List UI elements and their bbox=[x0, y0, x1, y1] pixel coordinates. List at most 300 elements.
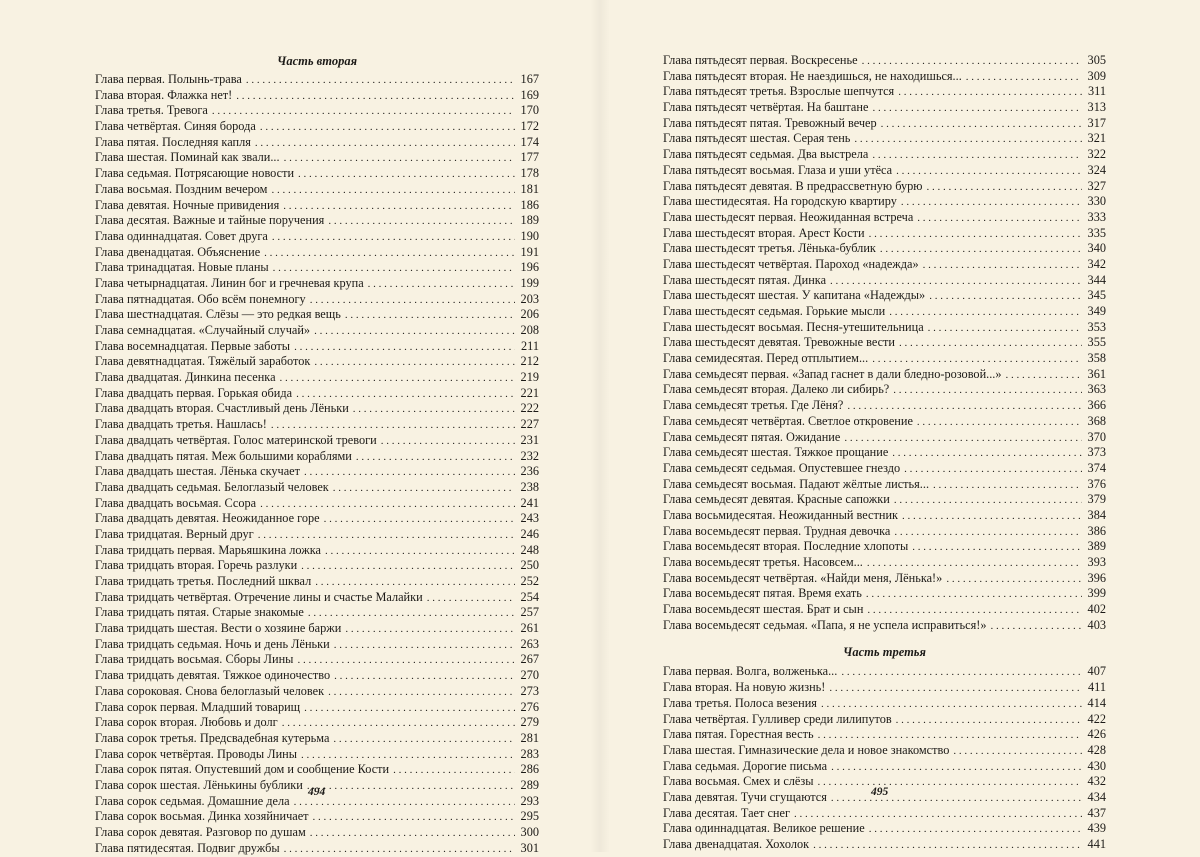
dot-leader bbox=[273, 261, 515, 277]
chapter-title: Глава десятая. Тает снег bbox=[663, 805, 790, 820]
chapter-page-number: 257 bbox=[520, 605, 539, 620]
dot-leader bbox=[889, 305, 1082, 321]
chapter-title: Глава шестьдесят вторая. Арест Кости bbox=[663, 225, 865, 240]
chapter-title: Глава сорок четвёртая. Проводы Лины bbox=[95, 746, 298, 761]
chapter-page-number: 432 bbox=[1087, 774, 1106, 789]
chapter-title: Глава двадцатая. Динкина песенка bbox=[95, 370, 276, 385]
toc-entry bbox=[663, 69, 1106, 85]
chapter-page-number: 396 bbox=[1087, 570, 1106, 585]
chapter-page-number: 177 bbox=[520, 150, 539, 165]
chapter-title: Глава одиннадцатая. Великое решение bbox=[663, 821, 865, 836]
toc-entry bbox=[95, 213, 539, 229]
toc-entry bbox=[663, 492, 1106, 508]
toc-entry bbox=[95, 386, 539, 402]
chapter-title: Глава сорок первая. Младший товарищ bbox=[95, 699, 301, 714]
toc-entry bbox=[95, 292, 539, 308]
dot-leader bbox=[334, 669, 515, 685]
chapter-title: Глава пятая. Горестная весть bbox=[663, 727, 814, 742]
chapter-title: Глава семьдесят шестая. Тяжкое прощание bbox=[663, 445, 889, 460]
dot-leader bbox=[304, 701, 515, 717]
chapter-title: Глава пятьдесят вторая. Не наездишься, не находишься... bbox=[663, 68, 962, 83]
chapter-page-number: 174 bbox=[520, 134, 539, 149]
dot-leader bbox=[283, 199, 515, 215]
toc-entry bbox=[663, 116, 1106, 132]
toc-entry bbox=[663, 163, 1106, 179]
toc-entry bbox=[663, 430, 1106, 446]
toc-entry bbox=[663, 477, 1106, 493]
dot-leader bbox=[841, 665, 1082, 681]
chapter-title: Глава тридцать вторая. Горечь разлуки bbox=[95, 558, 298, 573]
chapter-title: Глава вторая. Флажка нет! bbox=[95, 87, 233, 102]
dot-leader bbox=[246, 73, 515, 89]
chapter-title: Глава третья. Полоса везения bbox=[663, 695, 817, 710]
dot-leader bbox=[896, 713, 1082, 729]
chapter-page-number: 374 bbox=[1087, 460, 1106, 475]
chapter-title: Глава двадцать вторая. Счастливый день Лёньки bbox=[95, 401, 349, 416]
chapter-title: Глава двадцать седьмая. Белоглазый человек bbox=[95, 479, 329, 494]
chapter-title: Глава шестьдесят седьмая. Горькие мысли bbox=[663, 304, 886, 318]
toc-entry bbox=[95, 449, 539, 465]
dot-leader bbox=[829, 681, 1082, 697]
toc-entry bbox=[95, 464, 539, 480]
dot-leader bbox=[272, 230, 515, 246]
toc-entry bbox=[95, 166, 539, 182]
toc-entry bbox=[95, 72, 539, 88]
dot-leader bbox=[260, 497, 515, 513]
toc-entry bbox=[663, 727, 1106, 743]
toc-entry bbox=[95, 841, 539, 857]
dot-leader bbox=[334, 638, 515, 654]
chapter-page-number: 324 bbox=[1087, 162, 1106, 177]
toc-entry bbox=[95, 543, 539, 559]
chapter-page-number: 437 bbox=[1087, 805, 1106, 820]
chapter-page-number: 379 bbox=[1087, 492, 1106, 507]
chapter-title: Глава тридцать четвёртая. Отречение лины и счастье Малайки bbox=[95, 589, 423, 604]
chapter-title: Глава двадцать шестая. Лёнька скучает bbox=[95, 464, 301, 479]
dot-leader bbox=[333, 481, 515, 497]
dot-leader bbox=[893, 383, 1082, 399]
dot-leader bbox=[966, 70, 1082, 86]
chapter-page-number: 361 bbox=[1087, 366, 1106, 381]
chapter-title: Глава семьдесят пятая. Ожидание bbox=[663, 429, 841, 444]
dot-leader bbox=[280, 371, 515, 387]
chapter-title: Глава сорок восьмая. Динка хозяйничает bbox=[95, 809, 309, 824]
chapter-title: Глава первая. Волга, волженька... bbox=[663, 664, 838, 679]
dot-leader bbox=[872, 148, 1082, 164]
chapter-page-number: 358 bbox=[1087, 351, 1106, 366]
dot-leader bbox=[867, 556, 1082, 572]
chapter-page-number: 199 bbox=[520, 275, 539, 290]
chapter-title: Глава шестьдесят третья. Лёнька-бублик bbox=[663, 241, 876, 256]
chapter-page-number: 221 bbox=[520, 385, 539, 400]
chapter-page-number: 279 bbox=[520, 715, 539, 730]
chapter-page-number: 212 bbox=[520, 354, 539, 369]
chapter-page-number: 172 bbox=[520, 119, 539, 134]
toc-entry bbox=[663, 664, 1106, 680]
toc-entry bbox=[95, 401, 539, 417]
chapter-title: Глава двадцать восьмая. Ссора bbox=[95, 495, 257, 510]
chapter-title: Глава сорок девятая. Разговор по душам bbox=[95, 825, 306, 839]
toc-list bbox=[663, 664, 1106, 852]
chapter-title: Глава пятьдесят девятая. В предрассветную бурю bbox=[663, 178, 923, 193]
chapter-page-number: 342 bbox=[1087, 256, 1106, 271]
dot-leader bbox=[881, 117, 1082, 133]
dot-leader bbox=[869, 822, 1082, 838]
chapter-page-number: 330 bbox=[1087, 194, 1106, 209]
dot-leader bbox=[264, 246, 515, 262]
chapter-page-number: 407 bbox=[1087, 664, 1106, 679]
chapter-page-number: 196 bbox=[520, 260, 539, 275]
dot-leader bbox=[284, 842, 515, 857]
dot-leader bbox=[324, 512, 515, 528]
chapter-page-number: 414 bbox=[1087, 695, 1106, 710]
chapter-page-number: 219 bbox=[520, 370, 539, 385]
dot-leader bbox=[294, 340, 515, 356]
toc-entry bbox=[663, 571, 1106, 587]
page-number-left: 494 bbox=[308, 786, 326, 798]
dot-leader bbox=[296, 387, 515, 403]
chapter-page-number: 167 bbox=[520, 72, 539, 86]
chapter-title: Глава восемьдесят третья. Насовсем... bbox=[663, 555, 863, 569]
chapter-page-number: 273 bbox=[520, 683, 539, 698]
toc-entry bbox=[95, 715, 539, 731]
dot-leader bbox=[902, 509, 1082, 525]
toc-entry bbox=[95, 762, 539, 778]
dot-leader bbox=[260, 120, 515, 136]
chapter-page-number: 178 bbox=[520, 166, 539, 181]
dot-leader bbox=[308, 606, 515, 622]
chapter-title: Глава тринадцатая. Новые планы bbox=[95, 260, 269, 275]
toc-entry bbox=[663, 445, 1106, 461]
dot-leader bbox=[953, 744, 1082, 760]
dot-leader bbox=[821, 697, 1082, 713]
toc-entry bbox=[95, 370, 539, 386]
chapter-page-number: 430 bbox=[1087, 758, 1106, 773]
dot-leader bbox=[946, 572, 1082, 588]
part-three-title: Часть третья bbox=[843, 645, 926, 660]
toc-entry bbox=[95, 511, 539, 527]
chapter-page-number: 206 bbox=[520, 307, 539, 322]
chapter-title: Глава тридцать шестая. Вести о хозяине баржи bbox=[95, 621, 342, 636]
chapter-title: Глава шестая. Поминай как звали... bbox=[95, 150, 280, 165]
dot-leader bbox=[328, 685, 515, 701]
chapter-title: Глава шестая. Гимназические дела и новое знакомство bbox=[663, 742, 950, 757]
toc-entry bbox=[663, 100, 1106, 116]
dot-leader bbox=[393, 763, 515, 779]
toc-entry bbox=[663, 743, 1106, 759]
chapter-title: Глава тридцать первая. Марьяшкина ложка bbox=[95, 542, 321, 557]
chapter-title: Глава пятьдесят первая. Воскресенье bbox=[663, 53, 858, 67]
chapter-title: Глава восьмая. Поздним вечером bbox=[95, 181, 268, 196]
chapter-title: Глава шестьдесят первая. Неожиданная встреча bbox=[663, 209, 914, 224]
dot-leader bbox=[847, 399, 1082, 415]
toc-entry bbox=[663, 53, 1106, 69]
chapter-page-number: 238 bbox=[520, 479, 539, 494]
chapter-title: Глава вторая. На новую жизнь! bbox=[663, 680, 826, 695]
chapter-title: Глава семнадцатая. «Случайный случай» bbox=[95, 323, 311, 337]
toc-entry bbox=[95, 229, 539, 245]
chapter-title: Глава семьдесят вторая. Далеко ли сибирь? bbox=[663, 382, 890, 397]
chapter-title: Глава восемьдесят четвёртая. «Найди меня, Лёнька!» bbox=[663, 570, 943, 585]
chapter-page-number: 252 bbox=[520, 574, 539, 588]
toc-entry bbox=[95, 731, 539, 747]
dot-leader bbox=[345, 622, 515, 638]
chapter-page-number: 186 bbox=[520, 197, 539, 212]
dot-leader bbox=[862, 54, 1082, 70]
toc-entry bbox=[95, 198, 539, 214]
dot-leader bbox=[912, 540, 1082, 556]
chapter-page-number: 309 bbox=[1087, 68, 1106, 83]
toc-entry bbox=[663, 508, 1106, 524]
chapter-title: Глава тридцать третья. Последний шквал bbox=[95, 574, 312, 588]
chapter-page-number: 349 bbox=[1087, 304, 1106, 318]
dot-leader bbox=[869, 227, 1082, 243]
dot-leader bbox=[310, 293, 515, 309]
chapter-page-number: 340 bbox=[1087, 241, 1106, 256]
toc-entry bbox=[663, 335, 1106, 351]
dot-leader bbox=[381, 434, 515, 450]
chapter-page-number: 248 bbox=[520, 542, 539, 557]
chapter-title: Глава семьдесят девятая. Красные сапожки bbox=[663, 492, 890, 507]
toc-entry bbox=[95, 135, 539, 151]
chapter-title: Глава тридцать девятая. Тяжкое одиночество bbox=[95, 668, 331, 683]
right-page-toc bbox=[663, 53, 1106, 853]
dot-leader bbox=[258, 528, 515, 544]
chapter-page-number: 370 bbox=[1087, 429, 1106, 444]
chapter-page-number: 261 bbox=[520, 621, 539, 636]
toc-entry bbox=[663, 367, 1106, 383]
dot-leader bbox=[304, 465, 515, 481]
chapter-page-number: 393 bbox=[1087, 555, 1106, 569]
toc-entry bbox=[95, 747, 539, 763]
toc-entry bbox=[663, 273, 1106, 289]
dot-leader bbox=[872, 352, 1082, 368]
dot-leader bbox=[896, 164, 1082, 180]
chapter-title: Глава пятая. Последняя капля bbox=[95, 134, 251, 149]
dot-leader bbox=[866, 587, 1082, 603]
dot-leader bbox=[1006, 368, 1082, 384]
chapter-title: Глава восьмая. Смех и слёзы bbox=[663, 774, 814, 789]
dot-leader bbox=[831, 760, 1082, 776]
chapter-title: Глава сорок седьмая. Домашние дела bbox=[95, 793, 290, 808]
chapter-title: Глава пятьдесят третья. Взрослые шепчутся bbox=[663, 84, 895, 99]
chapter-page-number: 345 bbox=[1087, 288, 1106, 303]
dot-leader bbox=[345, 308, 515, 324]
chapter-page-number: 267 bbox=[520, 652, 539, 667]
chapter-title: Глава пятнадцатая. Обо всём понемногу bbox=[95, 291, 306, 306]
chapter-page-number: 389 bbox=[1087, 539, 1106, 554]
chapter-title: Глава двадцать девятая. Неожиданное горе bbox=[95, 511, 320, 526]
toc-entry bbox=[95, 339, 539, 355]
chapter-page-number: 353 bbox=[1087, 319, 1106, 334]
chapter-page-number: 170 bbox=[520, 103, 539, 118]
chapter-page-number: 189 bbox=[520, 213, 539, 228]
toc-entry bbox=[95, 323, 539, 339]
chapter-title: Глава шестьдесят восьмая. Песня-утешительница bbox=[663, 319, 924, 334]
chapter-page-number: 355 bbox=[1087, 335, 1106, 350]
toc-entry bbox=[663, 680, 1106, 696]
dot-leader bbox=[928, 321, 1082, 337]
chapter-page-number: 366 bbox=[1087, 398, 1106, 413]
chapter-page-number: 222 bbox=[520, 401, 539, 416]
chapter-page-number: 426 bbox=[1087, 727, 1106, 742]
dot-leader bbox=[926, 180, 1082, 196]
chapter-page-number: 293 bbox=[520, 793, 539, 808]
chapter-page-number: 231 bbox=[520, 432, 539, 447]
chapter-page-number: 208 bbox=[520, 323, 539, 337]
toc-entry bbox=[663, 539, 1106, 555]
chapter-page-number: 211 bbox=[521, 338, 539, 353]
chapter-page-number: 363 bbox=[1087, 382, 1106, 397]
toc-entry bbox=[663, 147, 1106, 163]
chapter-title: Глава четырнадцатая. Линин бог и гречневая крупа bbox=[95, 275, 364, 290]
chapter-title: Глава пятьдесят шестая. Серая тень bbox=[663, 131, 851, 146]
chapter-title: Глава сорок пятая. Опустевший дом и сообщение Кости bbox=[95, 762, 390, 777]
chapter-page-number: 241 bbox=[520, 495, 539, 510]
chapter-page-number: 311 bbox=[1088, 84, 1106, 99]
chapter-title: Глава семьдесят седьмая. Опустевшее гнездо bbox=[663, 460, 901, 475]
dot-leader bbox=[284, 151, 515, 167]
toc-entry bbox=[663, 712, 1106, 728]
dot-leader bbox=[282, 716, 515, 732]
dot-leader bbox=[314, 324, 515, 340]
chapter-title: Глава третья. Тревога bbox=[95, 103, 208, 118]
chapter-page-number: 428 bbox=[1087, 742, 1106, 757]
chapter-page-number: 286 bbox=[520, 762, 539, 777]
toc-entry bbox=[95, 652, 539, 668]
toc-entry bbox=[663, 257, 1106, 273]
toc-entry bbox=[663, 131, 1106, 147]
toc-entry bbox=[95, 590, 539, 606]
dot-leader bbox=[212, 104, 515, 120]
chapter-page-number: 327 bbox=[1087, 178, 1106, 193]
chapter-title: Глава пятьдесят четвёртая. На баштане bbox=[663, 100, 869, 115]
chapter-title: Глава первая. Полынь-трава bbox=[95, 72, 242, 86]
chapter-title: Глава восемьдесят пятая. Время ехать bbox=[663, 586, 862, 601]
toc-entry bbox=[663, 696, 1106, 712]
toc-entry bbox=[663, 555, 1106, 571]
chapter-title: Глава восьмидесятая. Неожиданный вестник bbox=[663, 507, 898, 522]
toc-entry bbox=[663, 618, 1106, 634]
chapter-title: Глава восемнадцатая. Первые заботы bbox=[95, 338, 291, 353]
chapter-page-number: 254 bbox=[520, 589, 539, 604]
toc-entry bbox=[95, 684, 539, 700]
toc-entry bbox=[95, 182, 539, 198]
toc-entry bbox=[95, 245, 539, 261]
chapter-page-number: 305 bbox=[1087, 53, 1106, 67]
chapter-title: Глава сороковая. Снова белоглазый человек bbox=[95, 683, 325, 698]
chapter-page-number: 373 bbox=[1087, 445, 1106, 460]
dot-leader bbox=[325, 544, 515, 560]
chapter-page-number: 411 bbox=[1088, 680, 1106, 695]
toc-entry bbox=[663, 226, 1106, 242]
dot-leader bbox=[794, 807, 1082, 823]
chapter-title: Глава девятнадцатая. Тяжёлый заработок bbox=[95, 354, 311, 369]
toc-entry bbox=[95, 558, 539, 574]
chapter-title: Глава семьдесят четвёртая. Светлое откровение bbox=[663, 413, 913, 428]
chapter-title: Глава шестнадцатая. Слёзы — это редкая вещь bbox=[95, 307, 341, 322]
dot-leader bbox=[844, 431, 1082, 447]
toc-entry bbox=[95, 605, 539, 621]
toc-entry bbox=[663, 179, 1106, 195]
dot-leader bbox=[867, 603, 1082, 619]
dot-leader bbox=[294, 795, 515, 811]
toc-entry bbox=[663, 382, 1106, 398]
dot-leader bbox=[929, 289, 1082, 305]
dot-leader bbox=[313, 810, 515, 826]
dot-leader bbox=[880, 242, 1082, 258]
chapter-title: Глава шестьдесят девятая. Тревожные вести bbox=[663, 335, 896, 350]
dot-leader bbox=[368, 277, 515, 293]
toc-entry bbox=[95, 825, 539, 841]
chapter-page-number: 250 bbox=[520, 558, 539, 573]
toc-entry bbox=[663, 84, 1106, 100]
chapter-page-number: 321 bbox=[1087, 131, 1106, 146]
toc-list bbox=[663, 53, 1106, 633]
chapter-title: Глава двадцать четвёртая. Голос материнской тревоги bbox=[95, 432, 377, 447]
chapter-title: Глава семьдесят третья. Где Лёня? bbox=[663, 398, 844, 413]
dot-leader bbox=[333, 732, 515, 748]
dot-leader bbox=[314, 355, 515, 371]
dot-leader bbox=[923, 258, 1082, 274]
chapter-page-number: 236 bbox=[520, 464, 539, 479]
chapter-page-number: 227 bbox=[520, 417, 539, 432]
chapter-title: Глава тридцать седьмая. Ночь и день Лёньки bbox=[95, 636, 330, 651]
dot-leader bbox=[310, 826, 515, 842]
toc-entry bbox=[663, 837, 1106, 853]
dot-leader bbox=[356, 450, 515, 466]
chapter-page-number: 270 bbox=[520, 668, 539, 683]
chapter-title: Глава четвёртая. Гулливер среди лилипутов bbox=[663, 711, 892, 726]
toc-entry bbox=[95, 150, 539, 166]
toc-entry bbox=[95, 700, 539, 716]
chapter-title: Глава пятидесятая. Подвиг дружбы bbox=[95, 840, 280, 855]
chapter-page-number: 439 bbox=[1087, 821, 1106, 836]
chapter-title: Глава семьдесят восьмая. Падают жёлтые листья... bbox=[663, 476, 930, 491]
dot-leader bbox=[427, 591, 515, 607]
chapter-page-number: 322 bbox=[1087, 147, 1106, 162]
chapter-page-number: 263 bbox=[520, 636, 539, 651]
chapter-title: Глава пятьдесят пятая. Тревожный вечер bbox=[663, 115, 877, 130]
part-two-title: Часть вторая bbox=[276, 54, 358, 68]
chapter-page-number: 376 bbox=[1087, 476, 1106, 491]
dot-leader bbox=[854, 132, 1082, 148]
chapter-title: Глава тридцать пятая. Старые знакомые bbox=[95, 605, 304, 620]
left-page-toc bbox=[95, 53, 539, 856]
chapter-title: Глава тридцатая. Верный друг bbox=[95, 526, 254, 541]
dot-leader bbox=[991, 619, 1082, 635]
chapter-page-number: 181 bbox=[520, 181, 539, 196]
chapter-title: Глава семидесятая. Перед отплытием... bbox=[663, 351, 869, 366]
dot-leader bbox=[894, 525, 1082, 541]
toc-entry bbox=[95, 307, 539, 323]
dot-leader bbox=[813, 838, 1082, 854]
chapter-title: Глава восемьдесят вторая. Последние хлопоты bbox=[663, 539, 909, 554]
dot-leader bbox=[830, 274, 1082, 290]
dot-leader bbox=[831, 791, 1082, 807]
dot-leader bbox=[892, 446, 1082, 462]
chapter-page-number: 283 bbox=[520, 746, 539, 761]
toc-entry bbox=[663, 414, 1106, 430]
chapter-page-number: 169 bbox=[520, 87, 539, 102]
toc-entry bbox=[95, 637, 539, 653]
dot-leader bbox=[899, 336, 1082, 352]
chapter-title: Глава сорок вторая. Любовь и долг bbox=[95, 715, 278, 730]
toc-entry bbox=[663, 586, 1106, 602]
dot-leader bbox=[328, 214, 515, 230]
toc-entry bbox=[95, 260, 539, 276]
chapter-title: Глава сорок шестая. Лёнькины бублики bbox=[95, 777, 303, 792]
